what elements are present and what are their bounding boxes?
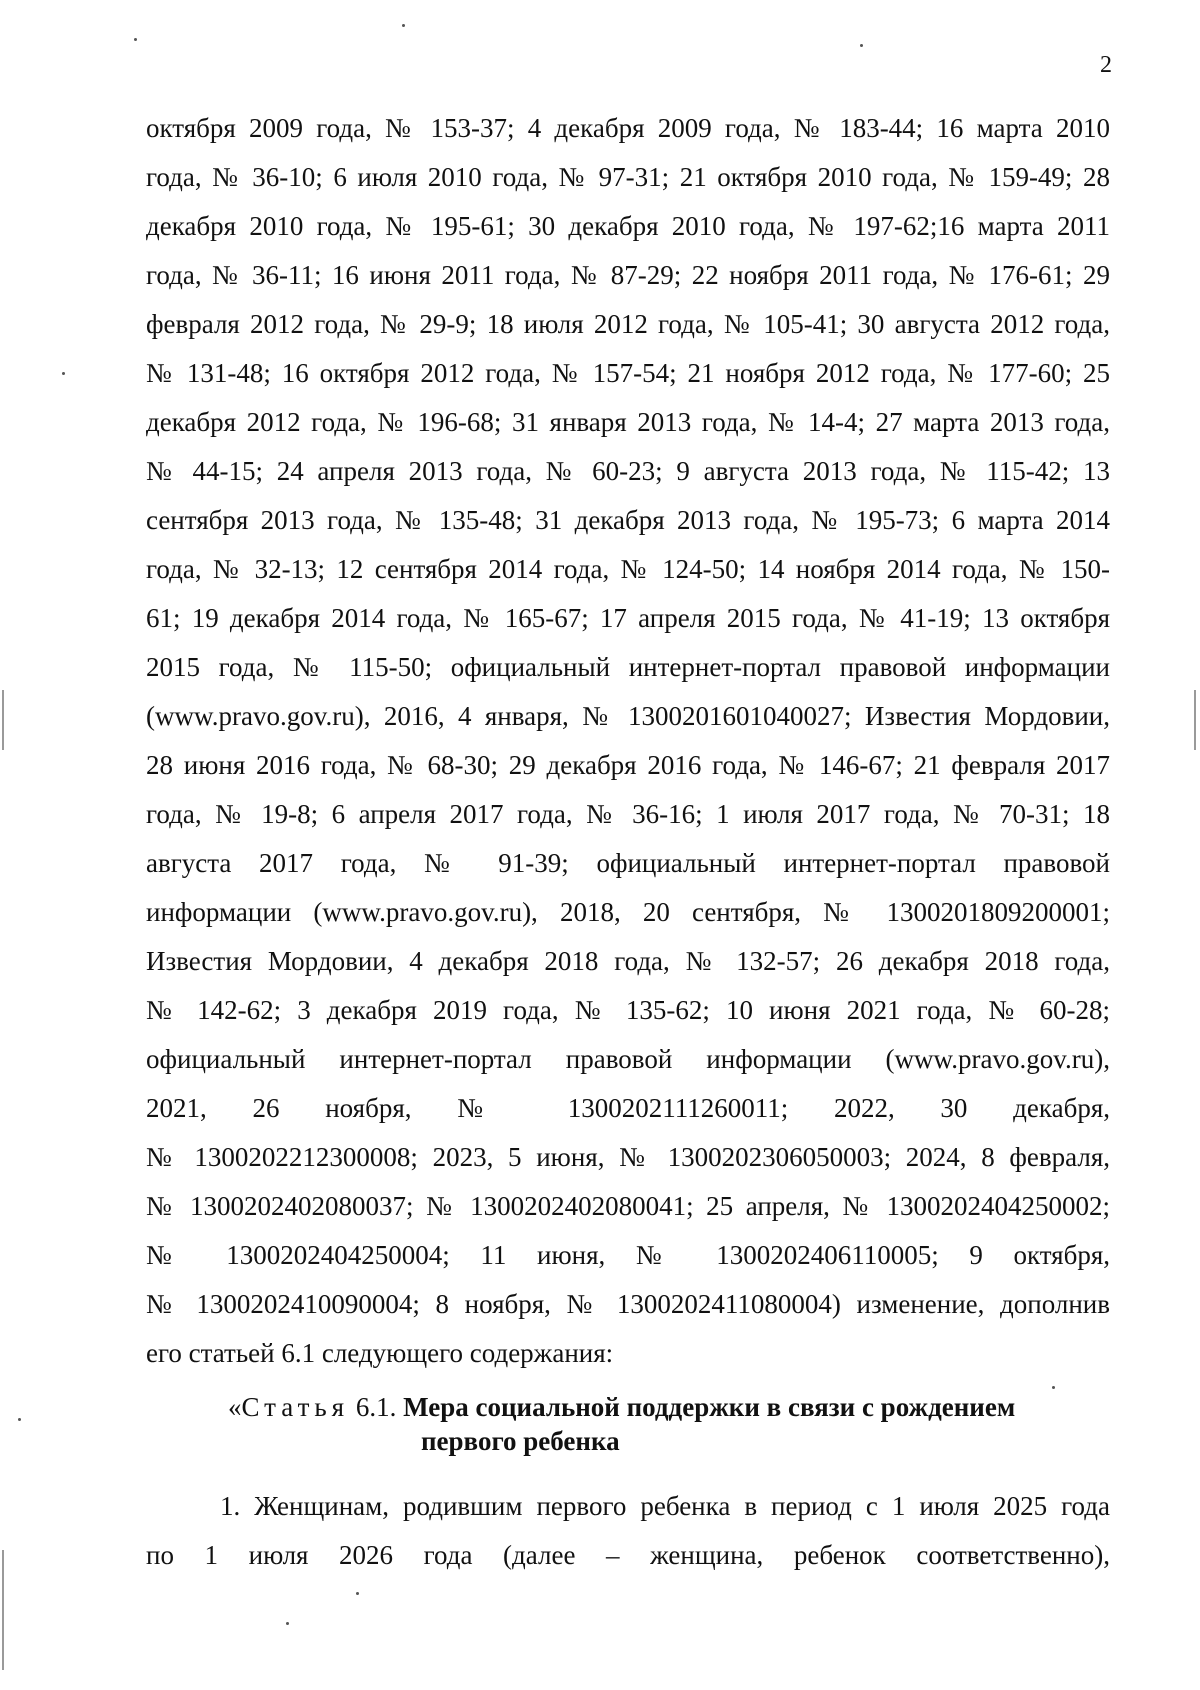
- text-line: года, № 36-11; 16 июня 2011 года, № 87-29; 22 ноября 2011 года, № 176-61; 29: [146, 260, 1110, 290]
- text-line: № 142-62; 3 декабря 2019 года, № 135-62; 10 июня 2021 года, № 60-28;: [146, 995, 1110, 1025]
- page-number: 2: [1100, 52, 1112, 78]
- text-line: информации (www.pravo.gov.ru), 2018, 20 сентября, № 1300201809200001;: [146, 897, 1110, 927]
- body-text: [146, 104, 1110, 1378]
- text-line: 2015 года, № 115-50; официальный интернет-портал правовой информации: [146, 652, 1110, 682]
- text-line: 61; 19 декабря 2014 года, № 165-67; 17 апреля 2015 года, № 41-19; 13 октября: [146, 603, 1110, 633]
- text-line: официальный интернет-портал правовой информации (www.pravo.gov.ru),: [146, 1044, 1110, 1074]
- text-line: (www.pravo.gov.ru), 2016, 4 января, № 1300201601040027; Известия Мордовии,: [146, 701, 1110, 731]
- text-line: года, № 32-13; 12 сентября 2014 года, № 124-50; 14 ноября 2014 года, № 150-: [146, 554, 1110, 584]
- scan-edge-mark: [2, 1550, 4, 1670]
- text-line: № 1300202404250004; 11 июня, № 1300202406110005; 9 октября,: [146, 1240, 1110, 1270]
- scan-speck: [134, 38, 137, 41]
- paragraph-line: 1. Женщинам, родившим первого ребенка в период с 1 июля 2025 года: [220, 1491, 1110, 1521]
- article-number: 6.1.: [349, 1392, 404, 1422]
- text-line: августа 2017 года, № 91-39; официальный интернет-портал правовой: [146, 848, 1110, 878]
- text-line: 28 июня 2016 года, № 68-30; 29 декабря 2016 года, № 146-67; 21 февраля 2017: [146, 750, 1110, 780]
- text-line: Известия Мордовии, 4 декабря 2018 года, № 132-57; 26 декабря 2018 года,: [146, 946, 1110, 976]
- text-line: № 1300202212300008; 2023, 5 июня, № 1300202306050003; 2024, 8 февраля,: [146, 1142, 1110, 1172]
- scan-speck: [402, 24, 405, 27]
- text-line: декабря 2012 года, № 196-68; 31 января 2013 года, № 14-4; 27 марта 2013 года,: [146, 407, 1110, 437]
- text-line: № 131-48; 16 октября 2012 года, № 157-54; 21 ноября 2012 года, № 177-60; 25: [146, 358, 1110, 388]
- open-quote: «: [228, 1392, 242, 1422]
- text-line: года, № 36-10; 6 июля 2010 года, № 97-31; 21 октября 2010 года, № 159-49; 28: [146, 162, 1110, 192]
- scan-edge-mark: [2, 690, 4, 750]
- text-line: сентября 2013 года, № 135-48; 31 декабря 2013 года, № 195-73; 6 марта 2014: [146, 505, 1110, 535]
- article-label: Статья: [241, 1392, 350, 1422]
- article-paragraph: [146, 1482, 1110, 1580]
- article-heading: [228, 1390, 1088, 1458]
- scan-speck: [286, 1622, 289, 1625]
- text-line: октября 2009 года, № 153-37; 4 декабря 2009 года, № 183-44; 16 марта 2010: [146, 113, 1110, 143]
- article-title: Мера социальной поддержки в связи с рождением: [403, 1392, 1016, 1422]
- scan-edge-mark: [1194, 690, 1196, 750]
- text-line: № 1300202410090004; 8 ноября, № 1300202411080004) изменение, дополнив: [146, 1289, 1110, 1319]
- paragraph-line: по 1 июля 2026 года (далее – женщина, ребенок соответственно),: [146, 1540, 1110, 1570]
- text-line: 2021, 26 ноября, № 1300202111260011; 2022, 30 декабря,: [146, 1093, 1110, 1123]
- text-line: № 1300202402080037; № 1300202402080041; 25 апреля, № 1300202404250002;: [146, 1191, 1110, 1221]
- text-line: его статьей 6.1 следующего содержания:: [146, 1338, 614, 1368]
- text-line: февраля 2012 года, № 29-9; 18 июля 2012 года, № 105-41; 30 августа 2012 года,: [146, 309, 1110, 339]
- scan-speck: [860, 44, 863, 47]
- text-line: декабря 2010 года, № 195-61; 30 декабря 2010 года, № 197-62;16 марта 2011: [146, 211, 1110, 241]
- scan-speck: [18, 1418, 21, 1421]
- scan-speck: [62, 372, 65, 375]
- text-line: года, № 19-8; 6 апреля 2017 года, № 36-16; 1 июля 2017 года, № 70-31; 18: [146, 799, 1110, 829]
- scan-speck: [1052, 1386, 1055, 1389]
- scan-speck: [356, 1592, 359, 1595]
- text-line: № 44-15; 24 апреля 2013 года, № 60-23; 9 августа 2013 года, № 115-42; 13: [146, 456, 1110, 486]
- article-title-continued: первого ребенка: [421, 1426, 620, 1456]
